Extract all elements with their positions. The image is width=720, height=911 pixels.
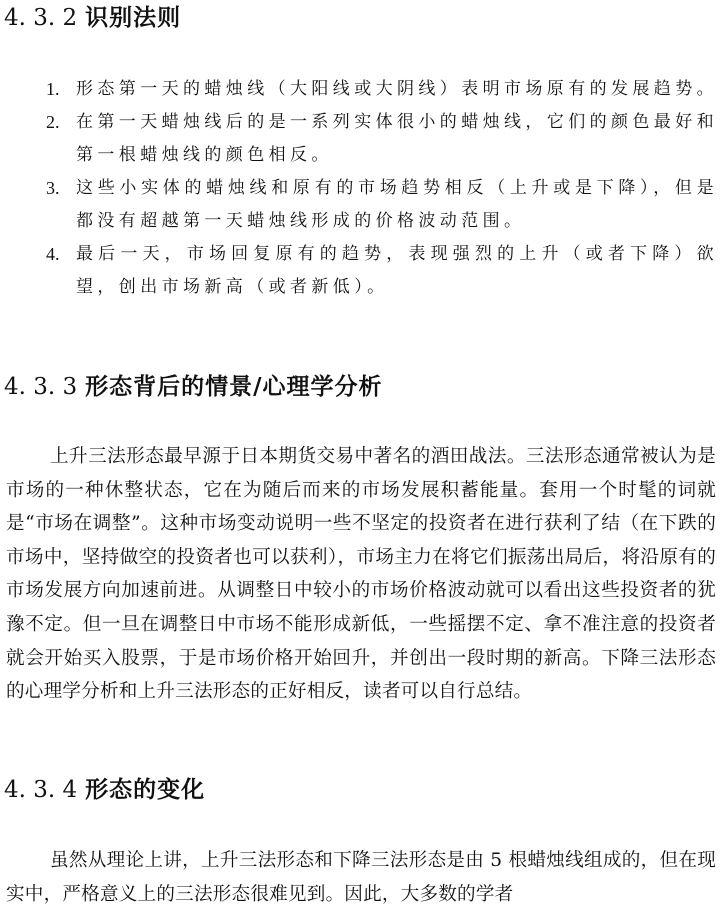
section-heading-4-3-2 — [4, 2, 181, 34]
section-heading-4-3-3 — [4, 371, 383, 403]
list-item-text: 在第一天蜡烛线后的是一系列实体很小的蜡烛线，它们的颜色最好和第一根蜡烛线的颜色相反。 — [76, 112, 718, 165]
list-item-number: 2. — [46, 112, 60, 132]
list-item-text: 形态第一天的蜡烛线（大阳线或大阴线）表明市场原有的发展趋势。 — [76, 79, 718, 99]
list-item-number: 3. — [46, 178, 60, 198]
identification-rules-list — [46, 73, 718, 304]
list-item-text: 这些小实体的蜡烛线和原有的市场趋势相反（上升或是下降），但是都没有超越第一天蜡烛线形成的价格波动范围。 — [76, 178, 718, 231]
list-item — [46, 106, 718, 172]
list-item — [46, 172, 718, 238]
section-number: 4. 3. 2 — [4, 5, 78, 31]
section-number: 4. 3. 4 — [4, 777, 78, 803]
section-title: 形态背后的情景/心理学分析 — [85, 374, 383, 400]
list-item-number: 1. — [46, 79, 60, 99]
list-item-number: 4. — [46, 244, 60, 264]
list-item-text: 最后一天，市场回复原有的趋势，表现强烈的上升（或者下降）欲望，创出市场新高（或者新低）。 — [76, 244, 718, 297]
list-item — [46, 73, 718, 106]
psychology-paragraph: 上升三法形态最早源于日本期货交易中著名的酒田战法。三法形态通常被认为是市场的一种休整状态，它在为随后而来的市场发展积蓄能量。套用一个时髦的词就是“市场在调整”。这种市场变动说明一些不坚定的投资者在进行获利了结（在下跌的市场中，坚持做空的投资者也可以获利），市场主力在将它们振荡出局后，将沿原有的市场发展方向加速前进。从调整日中较小的市场价格波动就可以看出这些投资者的犹豫不定。但一旦在调整日中市场不能形成新低，一些摇摆不定、拿不准注意的投资者就会开始买入股票，于是市场价格开始回升，并创出一段时期的新高。下降三法形态的心理学分析和上升三法形态的正好相反，读者可以自行总结。 — [6, 446, 716, 703]
section-heading-4-3-4 — [4, 774, 205, 806]
list-item — [46, 238, 718, 304]
section-title: 形态的变化 — [85, 777, 206, 803]
variation-paragraph: 虽然从理论上讲，上升三法形态和下降三法形态是由 5 根蜡烛线组成的，但在现实中，严格意义上的三法形态很难见到。因此，大多数的学者 — [6, 850, 716, 905]
section-number: 4. 3. 3 — [4, 374, 78, 400]
section-title: 识别法则 — [85, 5, 182, 31]
